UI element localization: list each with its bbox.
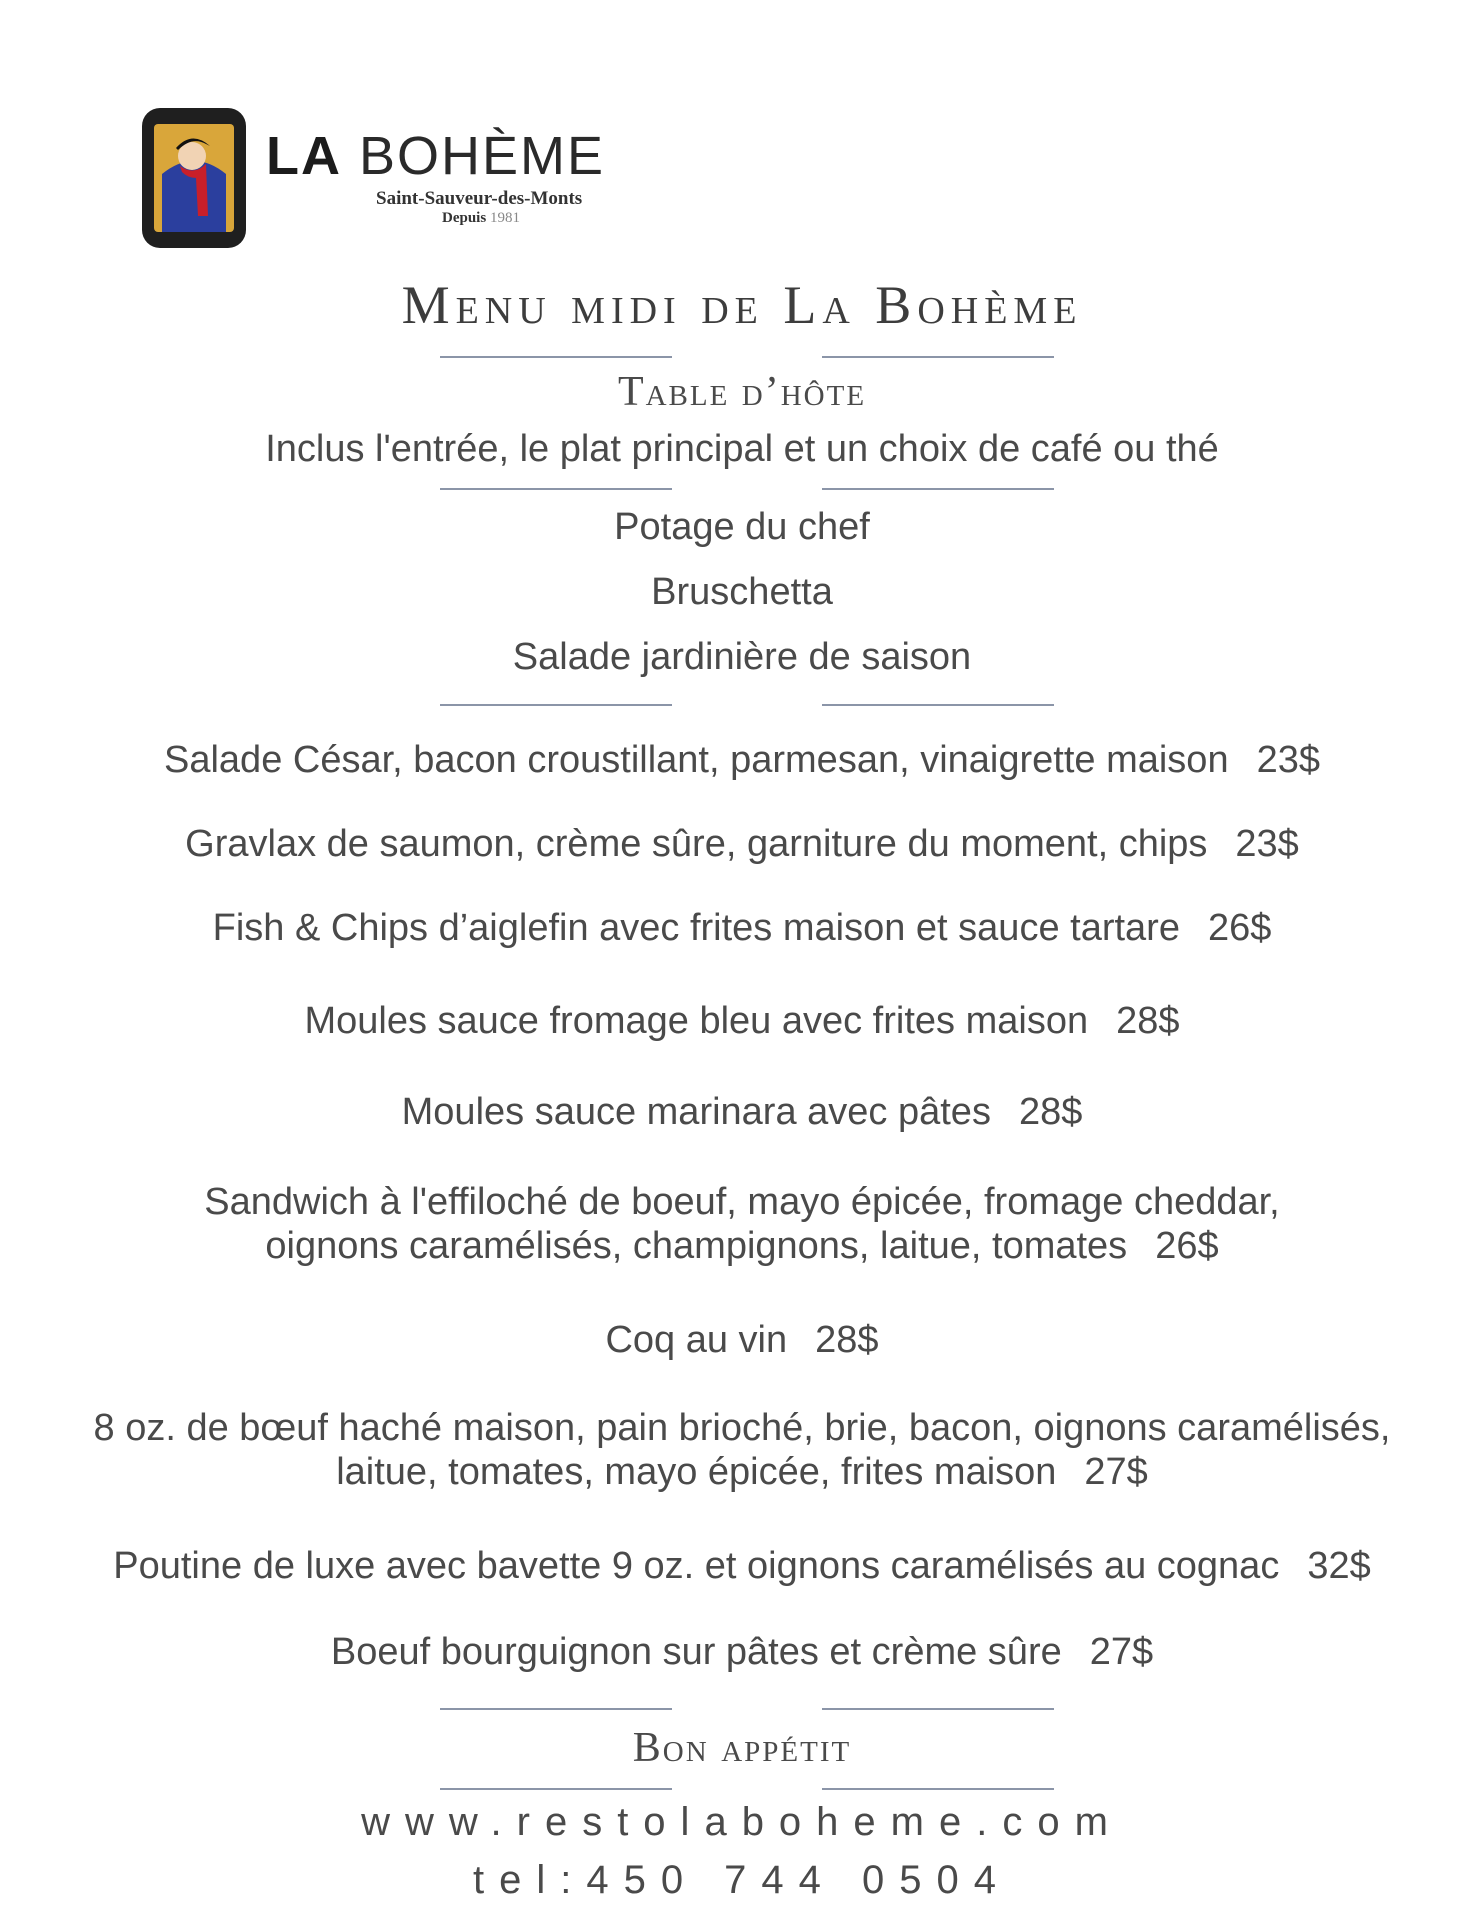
dish-price: 26$ (1207, 907, 1272, 949)
dish-item (0, 1318, 1484, 1362)
entree-item: Bruschetta (651, 571, 833, 613)
dish-name: Coq au vin (605, 1319, 788, 1361)
divider (0, 356, 1484, 358)
dish-item (0, 1544, 1484, 1588)
dish-name: Poutine de luxe avec bavette 9 oz. et oignons caramélisés au cognac (113, 1545, 1280, 1587)
dish-price: 23$ (1235, 823, 1299, 865)
logo-since (442, 210, 622, 227)
divider (0, 704, 1484, 706)
since-label: Depuis (442, 210, 487, 226)
dish-price: 28$ (1116, 1000, 1180, 1042)
table-dhote-subtitle: Inclus l'entrée, le plat principal et un choix de café ou thé (265, 428, 1219, 470)
divider (0, 1708, 1484, 1710)
divider (0, 488, 1484, 490)
dish-name: Moules sauce marinara avec pâtes (401, 1091, 991, 1133)
dish-item (0, 1180, 1484, 1268)
closing-message: Bon appétit (632, 1725, 852, 1771)
boheme-portrait-emblem (138, 104, 250, 252)
dish-price: 27$ (1089, 1631, 1154, 1673)
restaurant-logo (138, 104, 718, 256)
since-year: 1981 (489, 210, 520, 226)
dish-price: 32$ (1307, 1545, 1371, 1587)
website-link[interactable]: www.restolaboheme.com (361, 1800, 1123, 1844)
dish-name: Fish & Chips d’aiglefin avec frites maison et sauce tartare (212, 907, 1180, 949)
dish-name: Moules sauce fromage bleu avec frites maison (304, 1000, 1089, 1042)
dish-item (0, 906, 1484, 950)
dish-name: laitue, tomates, mayo épicée, frites maison (336, 1451, 1057, 1493)
dish-name: Boeuf bourguignon sur pâtes et crème sûre (330, 1631, 1062, 1673)
dish-item (0, 1090, 1484, 1134)
dish-item (0, 1406, 1484, 1494)
logo-word-la: LA (266, 126, 342, 186)
dish-price: 28$ (815, 1319, 879, 1361)
dish-name: Sandwich à l'effiloché de boeuf, mayo épicée, fromage cheddar, (204, 1181, 1280, 1223)
dish-name: Salade César, bacon croustillant, parmesan, vinaigrette maison (164, 739, 1229, 781)
dish-item (0, 822, 1484, 866)
entree-item: Potage du chef (614, 506, 870, 548)
logo-wordmark (266, 124, 706, 188)
dish-price: 28$ (1018, 1091, 1083, 1133)
dish-price: 27$ (1084, 1451, 1148, 1493)
entree-item: Salade jardinière de saison (512, 636, 972, 678)
divider (0, 1788, 1484, 1790)
logo-location: Saint-Sauveur-des-Monts (376, 188, 583, 209)
dish-item (0, 1630, 1484, 1674)
dish-name: Gravlax de saumon, crème sûre, garniture du moment, chips (185, 823, 1208, 865)
dish-price: 26$ (1155, 1225, 1219, 1267)
table-dhote-heading: Table d’hôte (617, 369, 867, 415)
dish-item (0, 738, 1484, 782)
phone-number[interactable]: tel:450 744 0504 (472, 1858, 1012, 1902)
logo-word-boheme: BOHÈME (359, 126, 606, 186)
dish-name: 8 oz. de bœuf haché maison, pain brioché, brie, bacon, oignons caramélisés, (93, 1407, 1391, 1449)
dish-item (0, 999, 1484, 1043)
dish-price: 23$ (1256, 739, 1320, 781)
menu-title: Menu midi de La Bohème (401, 275, 1083, 335)
dish-name: oignons caramélisés, champignons, laitue, tomates (265, 1225, 1128, 1267)
